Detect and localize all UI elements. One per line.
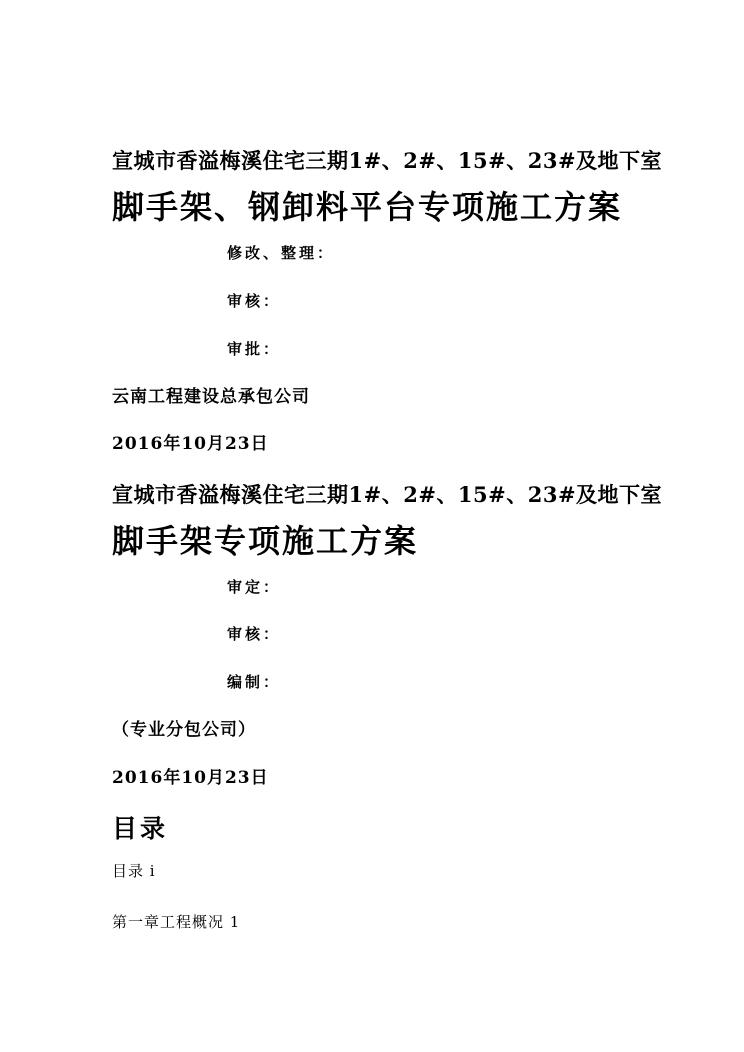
- organization-name: 云南工程建设总承包公司: [112, 387, 310, 407]
- signoff-approve-label: 审批：: [227, 340, 282, 358]
- toc-entry[interactable]: 第一章工程概况 1: [112, 913, 241, 931]
- toc-entry[interactable]: 目录 i: [112, 862, 156, 880]
- signoff-review-label: 审核：: [227, 625, 282, 643]
- signoff-finalize-label: 审定：: [227, 578, 282, 596]
- signoff-revise-label: 修改、整理：: [227, 244, 336, 262]
- document-title: 脚手架、钢卸料平台专项施工方案: [112, 188, 623, 226]
- signoff-compile-label: 编制：: [227, 673, 282, 691]
- subcontractor-name: （专业分包公司）: [112, 720, 256, 740]
- project-subtitle: 宣城市香溢梅溪住宅三期1#、2#、15#、23#及地下室: [112, 148, 663, 173]
- toc-heading: 目录: [112, 814, 169, 843]
- document-date: 2016年10月23日: [112, 434, 269, 454]
- document-date: 2016年10月23日: [112, 768, 269, 788]
- document-title: 脚手架专项施工方案: [112, 522, 419, 560]
- signoff-review-label: 审核：: [227, 292, 282, 310]
- project-subtitle: 宣城市香溢梅溪住宅三期1#、2#、15#、23#及地下室: [112, 482, 663, 507]
